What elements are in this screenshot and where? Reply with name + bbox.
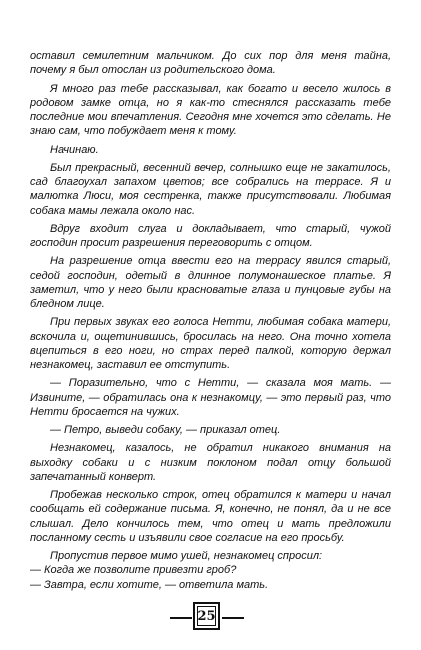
paragraph: Пробежав несколько строк, отец обратился к матери и начал сообщать ей содержание письма. Я, конечно, не понял, да и не все слышал. Дело кончилось тем, что отец и мать предложили посланному сесть и изъявили свое согласие на его просьбу.: [30, 489, 391, 544]
paragraph: На разрешение отца ввести его на террасу явился старый, седой господин, одетый в длинное полумонашеское платье. Я заметил, что у него были красноватые глаза и пунцовые губы на бледном лице.: [30, 255, 391, 310]
page-number-box: [193, 602, 220, 630]
paragraph: Был прекрасный, весенний вечер, солнышко еще не закатилось, сад благоухал запахом цветов; все собрались на террасе. Я и малютка Люси, моя сестренка, также присутствовали. Любимая собака мамы лежала около нас.: [30, 161, 391, 217]
paragraph: оставил семилетним мальчиком. До сих пор для меня тайна, почему я был отослан из родительского дома.: [30, 50, 391, 77]
body-text: [30, 49, 391, 596]
page-footer: [0, 600, 421, 630]
paragraph: Вдруг входит слуга и докладывает, что старый, чужой господин просит разрешения переговорить с отцом.: [30, 222, 391, 249]
paragraph: Пропустив первое мимо ушей, незнакомец спросил:: [50, 550, 323, 562]
page-number: 25: [197, 608, 216, 624]
footer-rule-right: [222, 617, 244, 619]
paragraph: — Когда же позволите привезти гроб?: [30, 564, 237, 577]
paragraph: — Поразительно, что с Нетти, — сказала моя мать. — Извините, — обратилась она к незнакомцу, — это первый раз, что Нетти бросается на чужих.: [30, 377, 391, 418]
paragraph: При первых звуках его голоса Нетти, любимая собака матери, вскочила и, ощетинившись, бросилась на него. Она точно хотела вцепиться в его ноги, но страх перед палкой, которую держал незнакомец, заставил ее отступить.: [30, 316, 391, 371]
paragraph: — Завтра, если хотите, — ответила мать.: [30, 578, 269, 591]
paragraph: Незнакомец, казалось, не обратил никакого внимания на выходку собаки и с низким поклоном подал отцу большой запечатанный конверт.: [30, 442, 391, 483]
footer-rule-left: [170, 617, 192, 619]
paragraph: — Петро, выведи собаку, — приказал отец.: [50, 424, 281, 436]
paragraph: Начинаю.: [50, 143, 99, 156]
paragraph: Я много раз тебе рассказывал, как богато и весело жилось в родовом замке отца, но я как-то стеснялся рассказать тебе последние мои впечатления. Сегодня мне хочется это сделать. Не знаю сам, что побуждает меня к тому.: [30, 82, 391, 138]
